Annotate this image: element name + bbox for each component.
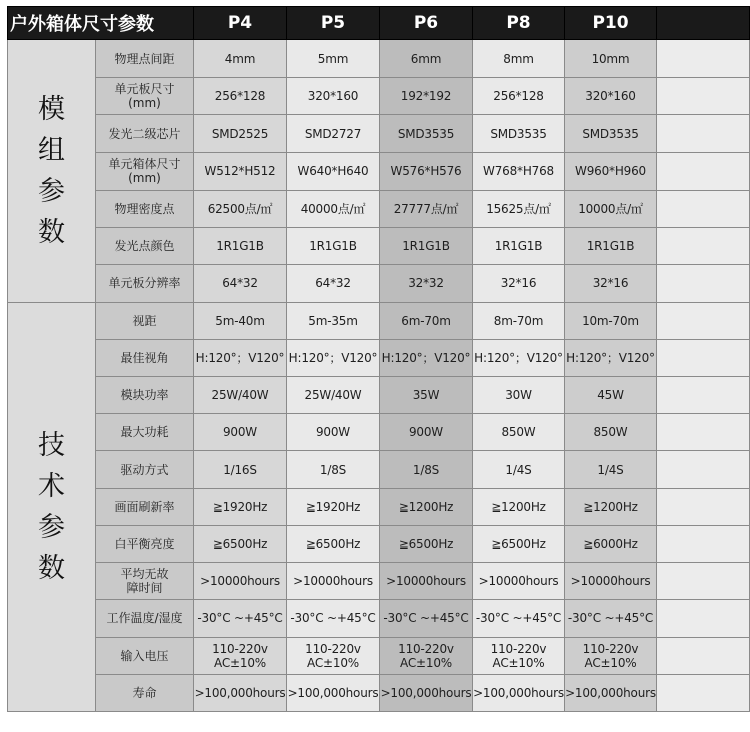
spec-value-0: 900W [194,414,287,451]
spec-value-4: >10000hours [565,563,657,600]
spec-value-1: 900W [287,414,380,451]
spec-value-1: 110-220v AC±10% [287,637,380,674]
spec-value-1: 5m-35m [287,302,380,339]
row-label: 物理密度点 [96,190,194,227]
spec-value-0: 62500点/㎡ [194,190,287,227]
spec-value-0: 256*128 [194,78,287,115]
spec-value-3: W768*H768 [473,152,565,190]
spec-value-0: 1R1G1B [194,228,287,265]
row-label: 画面刷新率 [96,488,194,525]
row-label: 模块功率 [96,376,194,413]
spec-value-4: 10mm [565,40,657,78]
table-row [8,600,750,637]
row-label: 发光二级芯片 [96,115,194,152]
table-title: 户外箱体尺寸参数 [8,7,194,40]
spec-value-4: H:120°；V120° [565,339,657,376]
spec-value-3: 1R1G1B [473,228,565,265]
empty-cell [657,414,750,451]
empty-cell [657,376,750,413]
row-label: 白平衡亮度 [96,525,194,562]
spec-value-3: 110-220v AC±10% [473,637,565,674]
spec-value-2: 32*32 [380,265,473,302]
spec-value-1: 40000点/㎡ [287,190,380,227]
spec-value-3: SMD3535 [473,115,565,152]
spec-value-0: 1/16S [194,451,287,488]
empty-cell [657,190,750,227]
spec-value-4: 10m-70m [565,302,657,339]
spec-value-3: 8m-70m [473,302,565,339]
spec-value-1: >100,000hours [287,674,380,711]
spec-value-2: 1R1G1B [380,228,473,265]
spec-value-4: 10000点/㎡ [565,190,657,227]
spec-value-0: 110-220v AC±10% [194,637,287,674]
header-row [8,7,750,40]
spec-value-3: ≧1200Hz [473,488,565,525]
spec-value-2: ≧1200Hz [380,488,473,525]
table-row [8,674,750,711]
spec-value-0: 4mm [194,40,287,78]
spec-value-0: H:120°；V120° [194,339,287,376]
spec-value-1: W640*H640 [287,152,380,190]
spec-value-4: 110-220v AC±10% [565,637,657,674]
row-label: 驱动方式 [96,451,194,488]
table-row [8,78,750,115]
spec-value-4: 45W [565,376,657,413]
spec-value-0: W512*H512 [194,152,287,190]
spec-value-1: 1R1G1B [287,228,380,265]
row-label: 工作温度/湿度 [96,600,194,637]
empty-cell [657,228,750,265]
spec-value-1: H:120°；V120° [287,339,380,376]
spec-value-2: 110-220v AC±10% [380,637,473,674]
spec-value-4: ≧6000Hz [565,525,657,562]
row-label: 单元板尺寸 (mm) [96,78,194,115]
spec-value-0: -30°C ~+45°C [194,600,287,637]
spec-value-1: 64*32 [287,265,380,302]
spec-value-3: ≧6500Hz [473,525,565,562]
table-row [8,451,750,488]
row-label: 最佳视角 [96,339,194,376]
row-label: 物理点间距 [96,40,194,78]
spec-value-2: 6m-70m [380,302,473,339]
table-row [8,637,750,674]
spec-value-4: 32*16 [565,265,657,302]
empty-cell [657,40,750,78]
spec-value-0: 64*32 [194,265,287,302]
spec-value-2: 1/8S [380,451,473,488]
row-label: 发光点颜色 [96,228,194,265]
column-header: P8 [473,7,565,40]
spec-value-0: 25W/40W [194,376,287,413]
spec-value-3: H:120°；V120° [473,339,565,376]
table-row [8,414,750,451]
spec-value-3: 256*128 [473,78,565,115]
empty-cell [657,600,750,637]
spec-value-4: 1/4S [565,451,657,488]
row-label: 视距 [96,302,194,339]
empty-cell [657,637,750,674]
spec-value-1: 320*160 [287,78,380,115]
spec-value-1: ≧1920Hz [287,488,380,525]
spec-value-3: 32*16 [473,265,565,302]
row-label: 单元箱体尺寸 (mm) [96,152,194,190]
empty-cell [657,563,750,600]
spec-value-2: W576*H576 [380,152,473,190]
table-row [8,339,750,376]
spec-value-1: >10000hours [287,563,380,600]
spec-value-2: -30°C ~+45°C [380,600,473,637]
spec-value-2: 192*192 [380,78,473,115]
spec-value-0: >10000hours [194,563,287,600]
table-row [8,228,750,265]
table-row [8,525,750,562]
spec-value-1: ≧6500Hz [287,525,380,562]
spec-value-3: 8mm [473,40,565,78]
spec-value-2: 35W [380,376,473,413]
spec-value-0: ≧6500Hz [194,525,287,562]
spec-value-2: 900W [380,414,473,451]
spec-value-0: >100,000hours [194,674,287,711]
empty-column-header [657,7,750,40]
table-row [8,115,750,152]
table-row [8,376,750,413]
spec-value-3: >100,000hours [473,674,565,711]
column-header: P5 [287,7,380,40]
spec-value-2: 6mm [380,40,473,78]
row-label: 平均无故 障时间 [96,563,194,600]
table-row [8,152,750,190]
empty-cell [657,488,750,525]
spec-value-3: 1/4S [473,451,565,488]
empty-cell [657,302,750,339]
spec-value-1: -30°C ~+45°C [287,600,380,637]
spec-value-1: 5mm [287,40,380,78]
spec-value-0: SMD2525 [194,115,287,152]
spec-value-3: >10000hours [473,563,565,600]
spec-value-4: SMD3535 [565,115,657,152]
empty-cell [657,78,750,115]
spec-value-1: SMD2727 [287,115,380,152]
row-label: 单元板分辨率 [96,265,194,302]
table-row [8,563,750,600]
spec-value-2: 27777点/㎡ [380,190,473,227]
column-header: P6 [380,7,473,40]
spec-value-3: 15625点/㎡ [473,190,565,227]
spec-value-4: W960*H960 [565,152,657,190]
spec-value-4: 320*160 [565,78,657,115]
table-row [8,40,750,78]
table-row [8,302,750,339]
spec-value-3: 850W [473,414,565,451]
spec-value-2: >100,000hours [380,674,473,711]
spec-value-4: -30°C ~+45°C [565,600,657,637]
spec-value-1: 1/8S [287,451,380,488]
column-header: P4 [194,7,287,40]
spec-value-3: -30°C ~+45°C [473,600,565,637]
empty-cell [657,339,750,376]
empty-cell [657,674,750,711]
spec-value-3: 30W [473,376,565,413]
spec-value-4: ≧1200Hz [565,488,657,525]
group-label: 技 术 参 数 [8,302,96,711]
row-label: 寿命 [96,674,194,711]
spec-table [7,6,750,712]
spec-value-4: 850W [565,414,657,451]
spec-value-2: H:120°；V120° [380,339,473,376]
empty-cell [657,115,750,152]
empty-cell [657,451,750,488]
row-label: 输入电压 [96,637,194,674]
table-row [8,265,750,302]
spec-value-0: ≧1920Hz [194,488,287,525]
empty-cell [657,265,750,302]
table-row [8,190,750,227]
spec-value-2: ≧6500Hz [380,525,473,562]
spec-value-2: SMD3535 [380,115,473,152]
table-row [8,488,750,525]
spec-value-1: 25W/40W [287,376,380,413]
spec-value-0: 5m-40m [194,302,287,339]
row-label: 最大功耗 [96,414,194,451]
spec-value-2: >10000hours [380,563,473,600]
spec-value-4: 1R1G1B [565,228,657,265]
empty-cell [657,152,750,190]
table-body [8,40,750,712]
group-label: 模 组 参 数 [8,40,96,303]
spec-value-4: >100,000hours [565,674,657,711]
column-header: P10 [565,7,657,40]
empty-cell [657,525,750,562]
